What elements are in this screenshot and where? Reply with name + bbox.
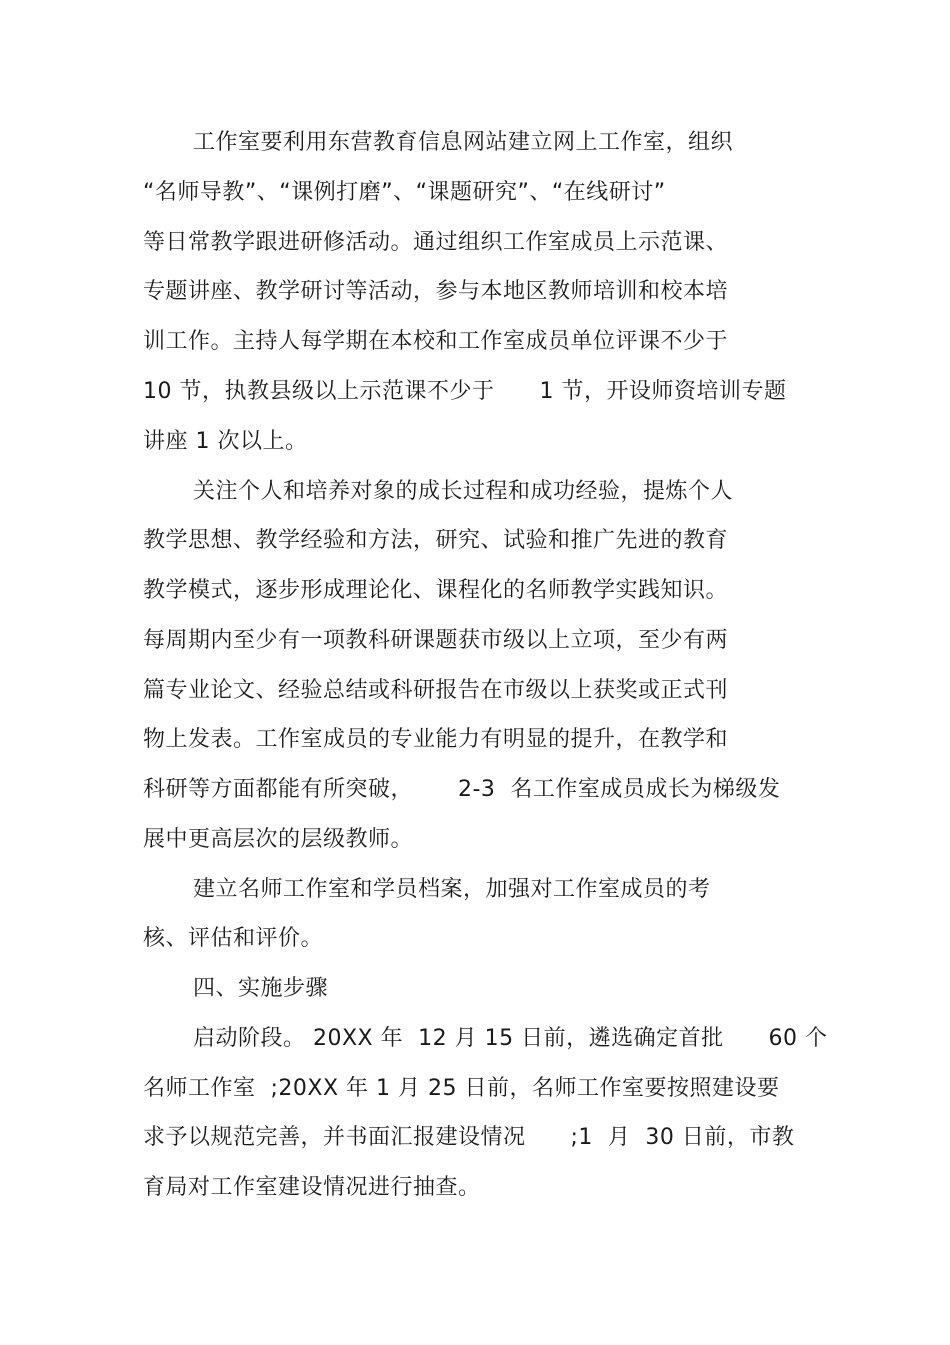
paragraph-5-line-3: 求予以规范完善，并书面汇报建设情况 ;1 月 30 日前，市教 [143,1125,795,1150]
paragraph-1-line-4: 专题讲座、教学研讨等活动，参与本地区教师培训和校本培 [143,279,729,304]
paragraph-2-line-7: 科研等方面都能有所突破， 2-3 名工作室成员成长为梯级发 [143,777,781,802]
paragraph-2-line-6: 物上发表。工作室成员的专业能力有明显的提升，在教学和 [143,727,729,752]
paragraph-5-line-2: 名师工作室 ;20XX 年 1 月 25 日前，名师工作室要按照建设要 [143,1076,780,1101]
paragraph-3-line-2: 核、评估和评价。 [143,926,324,951]
paragraph-2-line-8: 展中更高层次的层级教师。 [143,827,414,852]
paragraph-1-line-7: 讲座 1 次以上。 [143,429,308,454]
paragraph-1-line-5: 训工作。主持人每学期在本校和工作室成员单位评课不少于 [143,329,729,354]
paragraph-2-line-2: 教学思想、教学经验和方法，研究、试验和推广先进的教育 [143,528,729,553]
paragraph-5-line-1: 启动阶段。 20XX 年 12 月 15 日前，遴选确定首批 60 个 [193,1026,828,1051]
paragraph-2-line-5: 篇专业论文、经验总结或科研报告在市级以上获奖或正式刊 [143,678,729,703]
paragraph-2-line-1: 关注个人和培养对象的成长过程和成功经验，提炼个人 [193,479,734,504]
paragraph-3-line-1: 建立名师工作室和学员档案，加强对工作室成员的考 [193,877,711,902]
paragraph-5-line-4: 育局对工作室建设情况进行抽查。 [143,1175,481,1200]
section-heading: 四、实施步骤 [193,976,329,1001]
paragraph-1-line-1: 工作室要利用东营教育信息网站建立网上工作室，组织 [193,130,734,155]
paragraph-2-line-4: 每周期内至少有一项教科研课题获市级以上立项，至少有两 [143,628,729,653]
paragraph-1-line-3: 等日常教学跟进研修活动。通过组织工作室成员上示范课、 [143,230,729,255]
paragraph-1-line-6: 10 节，执教县级以上示范课不少于 1 节，开设师资培训专题 [143,379,787,404]
paragraph-1-line-2: “名师导教”、“课例打磨”、“课题研究”、“在线研讨” [143,180,666,205]
paragraph-2-line-3: 教学模式，逐步形成理论化、课程化的名师教学实践知识。 [143,578,729,603]
